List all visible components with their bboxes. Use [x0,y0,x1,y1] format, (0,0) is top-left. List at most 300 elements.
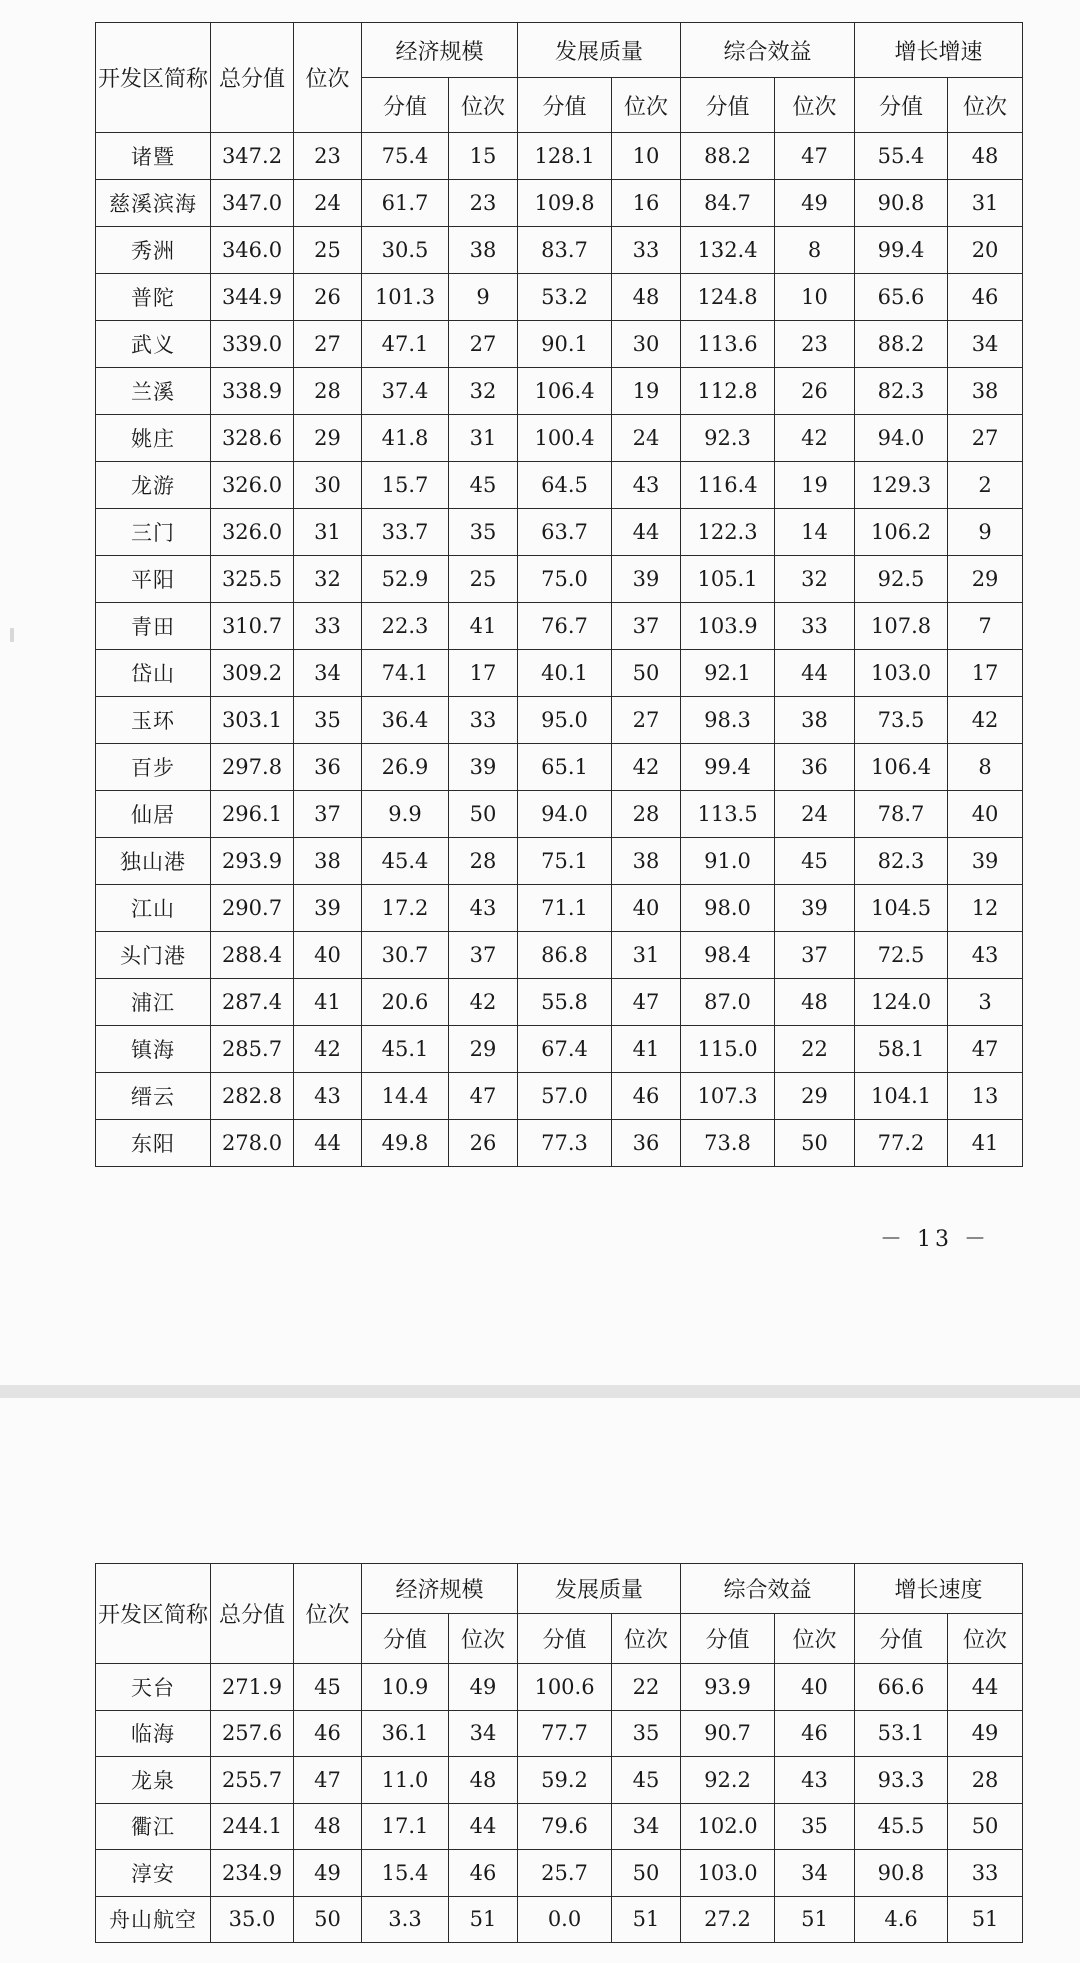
district-name-cell: 龙泉 [96,1757,211,1804]
page-separator [0,1385,1080,1398]
district-name-cell: 镇海 [96,1026,211,1073]
comprehensive-score-cell: 124.8 [681,274,775,321]
comprehensive-score-cell: 92.3 [681,415,775,462]
dev-quality-rank-cell: 41 [612,1026,681,1073]
dev-quality-rank-cell: 35 [612,1710,681,1757]
total-score-cell: 255.7 [211,1757,294,1804]
header-total-score: 总分值 [211,23,294,133]
comprehensive-score-cell: 115.0 [681,1026,775,1073]
header-comprehensive-benefit: 综合效益 [681,1564,855,1614]
economic-scale-score-cell: 41.8 [362,415,449,462]
district-name-cell: 三门 [96,509,211,556]
comprehensive-rank-cell: 46 [775,1710,855,1757]
district-name-cell: 平阳 [96,556,211,603]
subheader-score: 分值 [362,1614,449,1664]
economic-scale-score-cell: 15.4 [362,1850,449,1897]
table-row [96,368,1023,415]
header-economic-scale: 经济规模 [362,23,518,78]
total-score-cell: 347.0 [211,180,294,227]
economic-scale-score-cell: 52.9 [362,556,449,603]
subheader-rank: 位次 [449,78,518,133]
table-row [96,1710,1023,1757]
table-row [96,274,1023,321]
comprehensive-rank-cell: 19 [775,462,855,509]
dev-quality-rank-cell: 48 [612,274,681,321]
economic-scale-score-cell: 17.2 [362,885,449,932]
total-score-cell: 234.9 [211,1850,294,1897]
dev-quality-rank-cell: 50 [612,650,681,697]
overall-rank-cell: 49 [294,1850,362,1897]
header-name: 开发区简称 [96,1564,211,1664]
economic-scale-score-cell: 33.7 [362,509,449,556]
total-score-cell: 278.0 [211,1120,294,1167]
table-row [96,180,1023,227]
comprehensive-score-cell: 98.0 [681,885,775,932]
growth-rank-cell: 8 [948,744,1023,791]
table-row [96,1664,1023,1711]
district-name-cell: 诸暨 [96,133,211,180]
district-name-cell: 浦江 [96,979,211,1026]
table-row [96,1850,1023,1897]
overall-rank-cell: 44 [294,1120,362,1167]
total-score-cell: 344.9 [211,274,294,321]
district-name-cell: 兰溪 [96,368,211,415]
comprehensive-rank-cell: 29 [775,1073,855,1120]
subheader-score: 分值 [362,78,449,133]
economic-scale-rank-cell: 43 [449,885,518,932]
dev-quality-rank-cell: 24 [612,415,681,462]
table-row [96,979,1023,1026]
dev-quality-score-cell: 25.7 [518,1850,612,1897]
dev-quality-score-cell: 40.1 [518,650,612,697]
economic-scale-score-cell: 15.7 [362,462,449,509]
comprehensive-score-cell: 102.0 [681,1803,775,1850]
growth-rank-cell: 13 [948,1073,1023,1120]
growth-score-cell: 88.2 [855,321,948,368]
dev-quality-rank-cell: 51 [612,1896,681,1943]
district-name-cell: 普陀 [96,274,211,321]
dev-quality-score-cell: 86.8 [518,932,612,979]
total-score-cell: 326.0 [211,509,294,556]
table-row [96,697,1023,744]
district-name-cell: 玉环 [96,697,211,744]
economic-scale-rank-cell: 37 [449,932,518,979]
comprehensive-score-cell: 103.0 [681,1850,775,1897]
growth-rank-cell: 48 [948,133,1023,180]
dev-quality-score-cell: 83.7 [518,227,612,274]
ranking-table-continued [95,1563,1023,1943]
subheader-rank: 位次 [948,1614,1023,1664]
header-growth: 增长增速 [855,23,1023,78]
comprehensive-rank-cell: 22 [775,1026,855,1073]
dev-quality-rank-cell: 16 [612,180,681,227]
header-development-quality: 发展质量 [518,1564,681,1614]
economic-scale-rank-cell: 32 [449,368,518,415]
subheader-rank: 位次 [612,78,681,133]
table-row [96,885,1023,932]
dev-quality-rank-cell: 33 [612,227,681,274]
total-score-cell: 346.0 [211,227,294,274]
subheader-score: 分值 [518,1614,612,1664]
growth-rank-cell: 33 [948,1850,1023,1897]
economic-scale-rank-cell: 28 [449,838,518,885]
comprehensive-score-cell: 92.2 [681,1757,775,1804]
comprehensive-score-cell: 73.8 [681,1120,775,1167]
growth-score-cell: 77.2 [855,1120,948,1167]
comprehensive-score-cell: 99.4 [681,744,775,791]
total-score-cell: 282.8 [211,1073,294,1120]
growth-score-cell: 45.5 [855,1803,948,1850]
comprehensive-score-cell: 90.7 [681,1710,775,1757]
district-name-cell: 仙居 [96,791,211,838]
comprehensive-rank-cell: 37 [775,932,855,979]
growth-score-cell: 103.0 [855,650,948,697]
comprehensive-rank-cell: 49 [775,180,855,227]
economic-scale-score-cell: 75.4 [362,133,449,180]
table-row [96,1757,1023,1804]
table-row [96,509,1023,556]
subheader-rank: 位次 [449,1614,518,1664]
comprehensive-rank-cell: 23 [775,321,855,368]
economic-scale-rank-cell: 51 [449,1896,518,1943]
dev-quality-score-cell: 75.0 [518,556,612,603]
header-growth-speed: 增长速度 [855,1564,1023,1614]
dev-quality-rank-cell: 27 [612,697,681,744]
comprehensive-score-cell: 88.2 [681,133,775,180]
overall-rank-cell: 32 [294,556,362,603]
overall-rank-cell: 25 [294,227,362,274]
dev-quality-rank-cell: 40 [612,885,681,932]
growth-rank-cell: 43 [948,932,1023,979]
economic-scale-score-cell: 9.9 [362,791,449,838]
growth-score-cell: 66.6 [855,1664,948,1711]
growth-rank-cell: 17 [948,650,1023,697]
total-score-cell: 296.1 [211,791,294,838]
dev-quality-score-cell: 79.6 [518,1803,612,1850]
growth-score-cell: 82.3 [855,838,948,885]
comprehensive-rank-cell: 50 [775,1120,855,1167]
subheader-score: 分值 [855,1614,948,1664]
page-number: － 13 － [880,1227,990,1252]
dev-quality-rank-cell: 38 [612,838,681,885]
subheader-score: 分值 [855,78,948,133]
district-name-cell: 慈溪滨海 [96,180,211,227]
overall-rank-cell: 27 [294,321,362,368]
growth-score-cell: 129.3 [855,462,948,509]
economic-scale-score-cell: 61.7 [362,180,449,227]
comprehensive-rank-cell: 39 [775,885,855,932]
subheader-score: 分值 [681,78,775,133]
comprehensive-score-cell: 27.2 [681,1896,775,1943]
dev-quality-rank-cell: 36 [612,1120,681,1167]
comprehensive-score-cell: 107.3 [681,1073,775,1120]
growth-score-cell: 73.5 [855,697,948,744]
total-score-cell: 347.2 [211,133,294,180]
comprehensive-rank-cell: 45 [775,838,855,885]
overall-rank-cell: 33 [294,603,362,650]
comprehensive-rank-cell: 38 [775,697,855,744]
comprehensive-rank-cell: 36 [775,744,855,791]
district-name-cell: 淳安 [96,1850,211,1897]
growth-rank-cell: 44 [948,1664,1023,1711]
header-comprehensive-benefit: 综合效益 [681,23,855,78]
growth-rank-cell: 42 [948,697,1023,744]
header-total-score: 总分值 [211,1564,294,1664]
growth-score-cell: 82.3 [855,368,948,415]
district-name-cell: 青田 [96,603,211,650]
overall-rank-cell: 28 [294,368,362,415]
growth-score-cell: 106.2 [855,509,948,556]
growth-rank-cell: 9 [948,509,1023,556]
overall-rank-cell: 36 [294,744,362,791]
economic-scale-score-cell: 17.1 [362,1803,449,1850]
comprehensive-score-cell: 84.7 [681,180,775,227]
economic-scale-score-cell: 49.8 [362,1120,449,1167]
economic-scale-rank-cell: 17 [449,650,518,697]
overall-rank-cell: 43 [294,1073,362,1120]
growth-rank-cell: 20 [948,227,1023,274]
economic-scale-score-cell: 10.9 [362,1664,449,1711]
table-row [96,227,1023,274]
comprehensive-rank-cell: 24 [775,791,855,838]
dev-quality-score-cell: 106.4 [518,368,612,415]
growth-score-cell: 55.4 [855,133,948,180]
subheader-rank: 位次 [775,1614,855,1664]
economic-scale-score-cell: 26.9 [362,744,449,791]
economic-scale-rank-cell: 29 [449,1026,518,1073]
district-name-cell: 独山港 [96,838,211,885]
growth-rank-cell: 50 [948,1803,1023,1850]
overall-rank-cell: 23 [294,133,362,180]
header-rank: 位次 [294,1564,362,1664]
comprehensive-score-cell: 113.5 [681,791,775,838]
dev-quality-score-cell: 65.1 [518,744,612,791]
dev-quality-rank-cell: 45 [612,1757,681,1804]
dev-quality-rank-cell: 42 [612,744,681,791]
economic-scale-rank-cell: 9 [449,274,518,321]
table-row [96,603,1023,650]
overall-rank-cell: 47 [294,1757,362,1804]
dev-quality-score-cell: 71.1 [518,885,612,932]
subheader-rank: 位次 [948,78,1023,133]
economic-scale-score-cell: 37.4 [362,368,449,415]
growth-rank-cell: 49 [948,1710,1023,1757]
economic-scale-rank-cell: 41 [449,603,518,650]
growth-score-cell: 90.8 [855,180,948,227]
header-rank: 位次 [294,23,362,133]
growth-score-cell: 92.5 [855,556,948,603]
growth-rank-cell: 28 [948,1757,1023,1804]
total-score-cell: 287.4 [211,979,294,1026]
growth-score-cell: 65.6 [855,274,948,321]
total-score-cell: 326.0 [211,462,294,509]
table-row [96,556,1023,603]
comprehensive-score-cell: 122.3 [681,509,775,556]
table-row [96,791,1023,838]
document-page-14 [0,1398,1080,1963]
growth-rank-cell: 46 [948,274,1023,321]
table-row [96,1026,1023,1073]
growth-rank-cell: 51 [948,1896,1023,1943]
economic-scale-rank-cell: 15 [449,133,518,180]
comprehensive-score-cell: 92.1 [681,650,775,697]
dev-quality-rank-cell: 37 [612,603,681,650]
comprehensive-rank-cell: 44 [775,650,855,697]
economic-scale-score-cell: 14.4 [362,1073,449,1120]
table-body [96,133,1023,1167]
growth-rank-cell: 7 [948,603,1023,650]
table-row [96,1803,1023,1850]
district-name-cell: 缙云 [96,1073,211,1120]
dev-quality-score-cell: 109.8 [518,180,612,227]
growth-score-cell: 104.5 [855,885,948,932]
comprehensive-score-cell: 98.3 [681,697,775,744]
growth-rank-cell: 34 [948,321,1023,368]
overall-rank-cell: 41 [294,979,362,1026]
table-row [96,838,1023,885]
economic-scale-rank-cell: 39 [449,744,518,791]
district-name-cell: 姚庄 [96,415,211,462]
economic-scale-rank-cell: 25 [449,556,518,603]
economic-scale-score-cell: 3.3 [362,1896,449,1943]
overall-rank-cell: 37 [294,791,362,838]
growth-rank-cell: 38 [948,368,1023,415]
comprehensive-score-cell: 105.1 [681,556,775,603]
growth-score-cell: 93.3 [855,1757,948,1804]
growth-score-cell: 99.4 [855,227,948,274]
dev-quality-score-cell: 77.3 [518,1120,612,1167]
header-economic-scale: 经济规模 [362,1564,518,1614]
ranking-table [95,22,1023,1167]
growth-rank-cell: 29 [948,556,1023,603]
dev-quality-score-cell: 55.8 [518,979,612,1026]
dev-quality-score-cell: 100.4 [518,415,612,462]
comprehensive-rank-cell: 40 [775,1664,855,1711]
comprehensive-score-cell: 93.9 [681,1664,775,1711]
growth-score-cell: 58.1 [855,1026,948,1073]
dev-quality-score-cell: 128.1 [518,133,612,180]
economic-scale-score-cell: 30.5 [362,227,449,274]
district-name-cell: 衢江 [96,1803,211,1850]
total-score-cell: 297.8 [211,744,294,791]
comprehensive-rank-cell: 43 [775,1757,855,1804]
comprehensive-rank-cell: 33 [775,603,855,650]
economic-scale-score-cell: 30.7 [362,932,449,979]
subheader-rank: 位次 [612,1614,681,1664]
growth-score-cell: 90.8 [855,1850,948,1897]
dev-quality-rank-cell: 43 [612,462,681,509]
overall-rank-cell: 46 [294,1710,362,1757]
dev-quality-rank-cell: 28 [612,791,681,838]
economic-scale-rank-cell: 49 [449,1664,518,1711]
total-score-cell: 257.6 [211,1710,294,1757]
dev-quality-score-cell: 53.2 [518,274,612,321]
overall-rank-cell: 38 [294,838,362,885]
economic-scale-rank-cell: 45 [449,462,518,509]
growth-rank-cell: 31 [948,180,1023,227]
dev-quality-score-cell: 0.0 [518,1896,612,1943]
dev-quality-rank-cell: 44 [612,509,681,556]
total-score-cell: 339.0 [211,321,294,368]
economic-scale-score-cell: 45.1 [362,1026,449,1073]
district-name-cell: 江山 [96,885,211,932]
comprehensive-score-cell: 98.4 [681,932,775,979]
overall-rank-cell: 31 [294,509,362,556]
comprehensive-rank-cell: 32 [775,556,855,603]
dev-quality-score-cell: 94.0 [518,791,612,838]
comprehensive-rank-cell: 26 [775,368,855,415]
growth-score-cell: 78.7 [855,791,948,838]
overall-rank-cell: 35 [294,697,362,744]
growth-score-cell: 53.1 [855,1710,948,1757]
table-header-row [96,1564,1023,1614]
economic-scale-score-cell: 36.4 [362,697,449,744]
overall-rank-cell: 39 [294,885,362,932]
comprehensive-score-cell: 112.8 [681,368,775,415]
comprehensive-score-cell: 116.4 [681,462,775,509]
economic-scale-score-cell: 45.4 [362,838,449,885]
dev-quality-rank-cell: 31 [612,932,681,979]
scan-artifact [10,628,14,642]
total-score-cell: 271.9 [211,1664,294,1711]
dev-quality-score-cell: 64.5 [518,462,612,509]
economic-scale-score-cell: 101.3 [362,274,449,321]
dev-quality-rank-cell: 10 [612,133,681,180]
overall-rank-cell: 50 [294,1896,362,1943]
table-row [96,133,1023,180]
economic-scale-rank-cell: 47 [449,1073,518,1120]
growth-rank-cell: 40 [948,791,1023,838]
growth-rank-cell: 39 [948,838,1023,885]
table-row [96,321,1023,368]
header-name: 开发区简称 [96,23,211,133]
district-name-cell: 头门港 [96,932,211,979]
economic-scale-rank-cell: 35 [449,509,518,556]
growth-rank-cell: 3 [948,979,1023,1026]
district-name-cell: 舟山航空 [96,1896,211,1943]
dev-quality-rank-cell: 47 [612,979,681,1026]
district-name-cell: 岱山 [96,650,211,697]
economic-scale-rank-cell: 31 [449,415,518,462]
table-row [96,650,1023,697]
economic-scale-rank-cell: 26 [449,1120,518,1167]
dev-quality-score-cell: 76.7 [518,603,612,650]
dev-quality-score-cell: 63.7 [518,509,612,556]
dev-quality-score-cell: 59.2 [518,1757,612,1804]
total-score-cell: 290.7 [211,885,294,932]
dev-quality-rank-cell: 39 [612,556,681,603]
table-row [96,1073,1023,1120]
total-score-cell: 338.9 [211,368,294,415]
comprehensive-rank-cell: 48 [775,979,855,1026]
district-name-cell: 龙游 [96,462,211,509]
economic-scale-rank-cell: 42 [449,979,518,1026]
subheader-score: 分值 [518,78,612,133]
subheader-rank: 位次 [775,78,855,133]
economic-scale-rank-cell: 23 [449,180,518,227]
dev-quality-score-cell: 90.1 [518,321,612,368]
total-score-cell: 293.9 [211,838,294,885]
dev-quality-score-cell: 77.7 [518,1710,612,1757]
economic-scale-rank-cell: 46 [449,1850,518,1897]
growth-rank-cell: 41 [948,1120,1023,1167]
overall-rank-cell: 40 [294,932,362,979]
economic-scale-score-cell: 47.1 [362,321,449,368]
table-row [96,744,1023,791]
dev-quality-score-cell: 95.0 [518,697,612,744]
comprehensive-rank-cell: 34 [775,1850,855,1897]
total-score-cell: 285.7 [211,1026,294,1073]
